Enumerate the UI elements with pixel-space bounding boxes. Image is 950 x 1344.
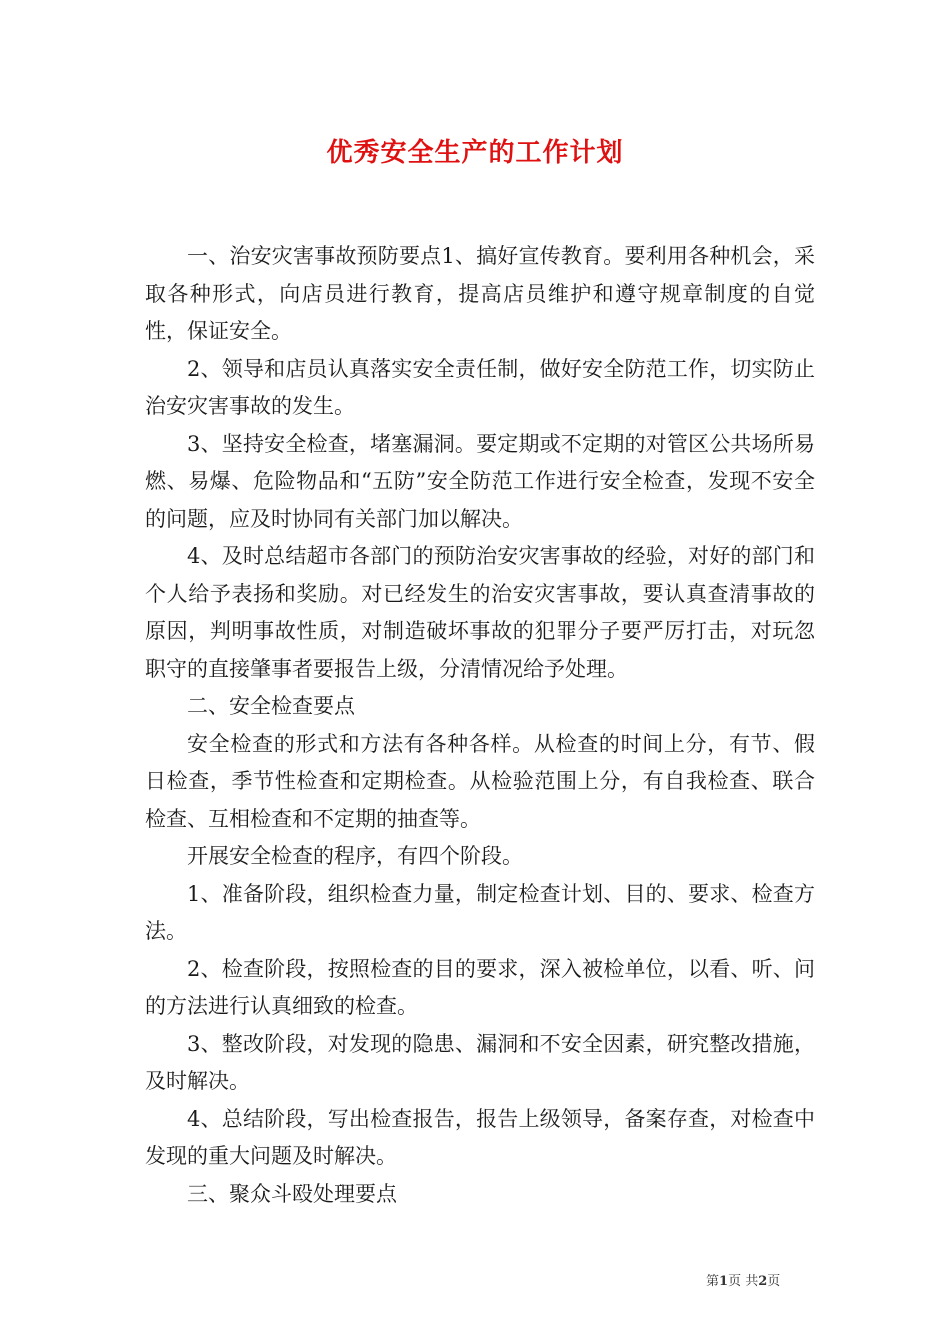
paragraph: 2、领导和店员认真落实安全责任制，做好安全防范工作，切实防止治安灾害事故的发生。	[145, 356, 815, 418]
footer-middle: 页 共	[728, 1274, 759, 1289]
paragraph: 开展安全检查的程序，有四个阶段。	[187, 844, 523, 868]
document-title: 优秀安全生产的工作计划	[326, 138, 624, 168]
paragraph: 4、及时总结超市各部门的预防治安灾害事故的经验，对好的部门和个人给予表扬和奖励。对已经发生的治安灾害事故，要认真查清事故的原因，判明事故性质，对制造破坏事故的犯罪分子要严厉打击，对玩忽职守的直接肇事者要报告上级，分清情况给予处理。	[145, 544, 815, 681]
footer-current-page: 1	[719, 1274, 729, 1289]
paragraph: 一、治安灾害事故预防要点1、搞好宣传教育。要利用各种机会，采取各种形式，向店员进行教育，提高店员维护和遵守规章制度的自觉性，保证安全。	[145, 244, 815, 343]
paragraph: 3、坚持安全检查，堵塞漏洞。要定期或不定期的对管区公共场所易燃、易爆、危险物品和“五防”安全防范工作进行安全检查，发现不安全的问题，应及时协同有关部门加以解决。	[145, 431, 815, 531]
footer-prefix: 第	[706, 1274, 720, 1289]
paragraph: 2、检查阶段，按照检查的目的要求，深入被检单位，以看、听、问的方法进行认真细致的检查。	[145, 956, 815, 1018]
page-number-footer	[706, 1270, 780, 1289]
paragraph: 1、准备阶段，组织检查力量，制定检查计划、目的、要求、检查方法。	[145, 881, 815, 943]
paragraph: 安全检查的形式和方法有各种各样。从检查的时间上分，有节、假日检查，季节性检查和定期检查。从检验范围上分，有自我检查、联合检查、互相检查和不定期的抽查等。	[145, 731, 815, 831]
footer-suffix: 页	[767, 1274, 781, 1289]
footer-total-pages: 2	[758, 1274, 768, 1289]
paragraph: 4、总结阶段，写出检查报告，报告上级领导，备案存查，对检查中发现的重大问题及时解决。	[145, 1106, 815, 1168]
section-heading: 三、聚众斗殴处理要点	[187, 1181, 397, 1206]
paragraph: 3、整改阶段，对发现的隐患、漏洞和不安全因素，研究整改措施，及时解决。	[145, 1031, 815, 1093]
section-heading: 二、安全检查要点	[187, 694, 355, 718]
document-body	[145, 238, 815, 1213]
